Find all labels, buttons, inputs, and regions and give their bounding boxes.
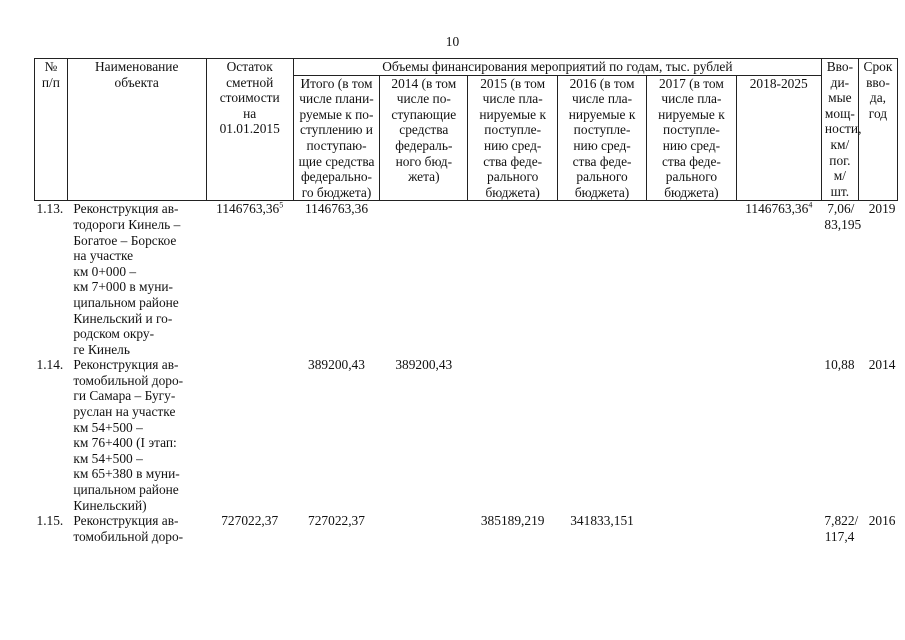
header-year: Срок вво- да, год: [858, 59, 897, 201]
row-balance: 1146763,36$^5$: [216, 200, 284, 217]
row-2014: 389200,43: [395, 357, 453, 373]
row-capacity: 7,06/ 83,195: [824, 201, 862, 232]
table-row: [35, 357, 898, 513]
row-2017: [647, 357, 736, 513]
row-name: Реконструкция ав- томобильной доро- ги Самара – Бугу- руслан на участке км 54+500 – км 76+400 (I этап: км 54+500 – км 65+380 в муни- ципальном районе Кинельский): [73, 357, 184, 513]
row-2017: [647, 201, 736, 357]
row-2018-2025: 1146763,36$^4$: [745, 200, 813, 217]
row-2016: [557, 201, 646, 357]
row-year: 2016: [868, 513, 896, 529]
header-2018-2025: 2018-2025: [736, 75, 821, 201]
table-row: [35, 201, 898, 357]
row-capacity: 7,822/ 117,4: [824, 513, 859, 544]
header-balance: Остаток сметной стоимости на 01.01.2015: [206, 59, 293, 201]
row-2014: [380, 201, 468, 357]
row-2016: [557, 357, 646, 513]
row-num: 1.14.: [36, 357, 64, 373]
row-2015: [468, 201, 557, 357]
row-total: 727022,37: [308, 513, 365, 529]
row-year: 2019: [868, 201, 896, 217]
row-year: 2014: [868, 357, 896, 373]
row-capacity: 10,88: [824, 357, 855, 373]
page-number: 10: [445, 34, 460, 49]
financing-table: [34, 58, 898, 544]
header-2015: 2015 (в том числе пла- нируемые к поступле- нию сред- ства феде- рального бюджета): [468, 75, 557, 201]
row-name: Реконструкция ав- тодороги Кинель – Богатое – Борское на участке км 0+000 – км 7+000 в муни- ципальном районе Кинельский и го- родском окру- ге Кинель: [73, 201, 181, 357]
header-2017: 2017 (в том числе пла- нируемые к поступле- нию сред- ства феде- рального бюджета): [647, 75, 736, 201]
row-balance: [206, 357, 293, 513]
row-2014: [380, 513, 468, 544]
row-num: 1.13.: [36, 201, 64, 217]
header-total: Итого (в том числе плани- руемые к по- ступлению и поступаю- щие средства федерально- го бюджета): [293, 75, 379, 201]
header-2016: 2016 (в том числе пла- нируемые к поступле- нию сред- ства феде- рального бюджета): [557, 75, 646, 201]
row-balance: 727022,37: [221, 513, 279, 529]
header-financing-group: Объемы финансирования мероприятий по годам, тыс. рублей: [293, 59, 821, 76]
footnote-mark: 4: [808, 200, 813, 210]
table-row: [35, 513, 898, 544]
table-header: [35, 59, 898, 201]
row-2015: 385189,219: [480, 513, 545, 529]
row-name: Реконструкция ав- томобильной доро-: [73, 513, 184, 544]
row-total: 1146763,36: [304, 201, 369, 217]
header-name: Наименование объекта: [67, 59, 206, 201]
row-total: 389200,43: [308, 357, 365, 373]
row-2015: [468, 357, 557, 513]
table-body: [35, 201, 898, 545]
header-2014: 2014 (в том числе по- ступающие средства федераль- ного бюд- жета): [380, 75, 468, 201]
header-capacity: Вво- ди- мые мощ- ности, км/ пог. м/шт.: [821, 59, 858, 201]
row-2017: [647, 513, 736, 544]
row-2016: 341833,151: [570, 513, 634, 529]
row-2018-2025: [736, 513, 821, 544]
row-num: 1.15.: [36, 513, 64, 529]
row-2018-2025: [736, 357, 821, 513]
header-num: № п/п: [35, 59, 68, 201]
footnote-mark: 5: [279, 200, 284, 210]
